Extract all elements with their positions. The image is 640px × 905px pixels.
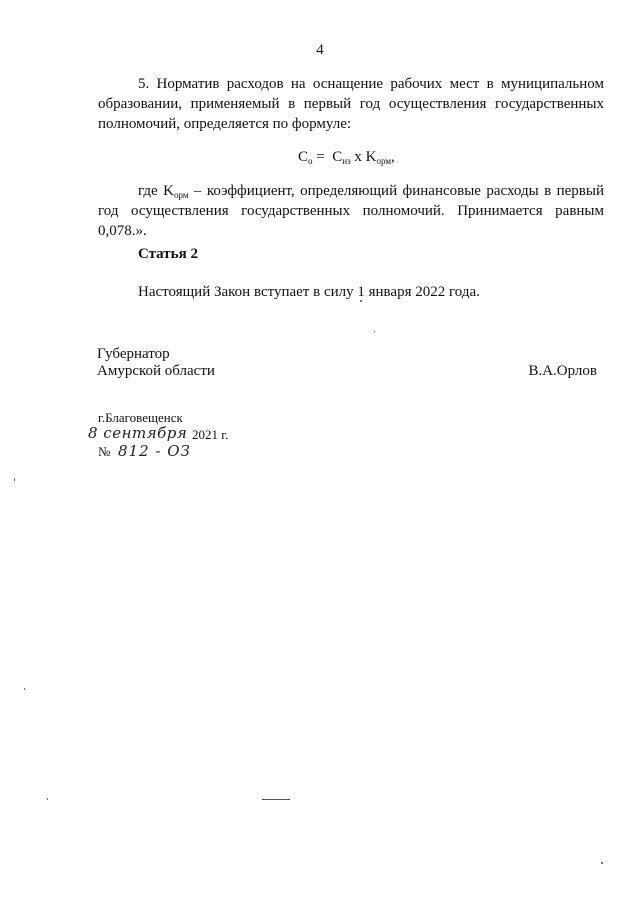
scan-speck	[360, 300, 362, 302]
formula-rhs-1-sub: нз	[342, 156, 351, 166]
date-year: 2021 г.	[192, 427, 229, 442]
paragraph-effective-date: Настоящий Закон вступает в силу 1 января 2022 года.	[138, 284, 480, 300]
formula-rhs-2: K	[365, 149, 377, 165]
handwritten-date: 8 сентября	[88, 424, 188, 442]
formula-trail: ,	[391, 149, 395, 165]
scan-speck	[14, 478, 15, 481]
paragraph-norm-expenses: 5. Норматив расходов на оснащение рабочих мест в муниципальном образовании, применяемый в первый год осуществления государственных полномочий, определяется по формуле:	[98, 76, 604, 132]
law-number	[98, 442, 218, 462]
signature-title-line-2: Амурской области	[97, 363, 215, 379]
signing-date	[88, 424, 258, 444]
handwritten-number: 812 - ОЗ	[118, 442, 191, 460]
scan-speck	[24, 688, 25, 690]
page-number: 4	[316, 42, 324, 58]
formula-equals: =	[312, 149, 333, 165]
place-of-signing: г.Благовещенск	[98, 410, 183, 425]
coefficient-text: – коэффициент, определяющий финансовые расходы в первый год осуществления государственных полномочий. Принимается равным 0,078.».	[98, 183, 604, 239]
article-heading: Статья 2	[138, 246, 198, 262]
formula-times: x	[350, 149, 366, 165]
formula-rhs-1: C	[332, 149, 343, 165]
number-sign: №	[98, 444, 111, 459]
scan-speck	[374, 331, 375, 332]
formula	[298, 149, 395, 166]
signer-name: В.А.Орлов	[528, 363, 597, 379]
scan-speck	[601, 862, 603, 864]
signature-title	[97, 346, 215, 380]
scan-line-artifact	[262, 799, 290, 800]
formula-rhs-2-sub: орм	[376, 156, 392, 166]
coefficient-sub: орм	[173, 190, 189, 200]
coefficient-prefix: где K	[138, 183, 174, 199]
formula-lhs-sub: о	[308, 156, 313, 166]
formula-lhs: C	[298, 149, 309, 165]
paragraph-coefficient	[98, 181, 604, 241]
scan-speck	[47, 798, 48, 800]
signature-title-line-1: Губернатор	[97, 346, 170, 362]
